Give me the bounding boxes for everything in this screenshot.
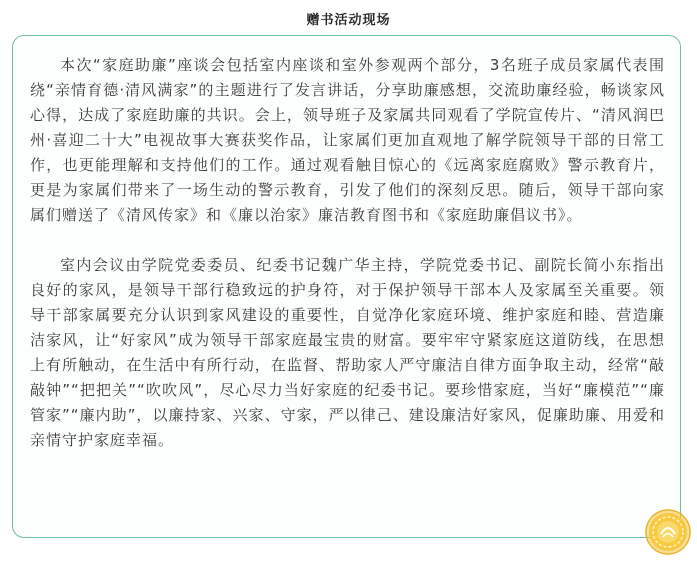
- article-frame: [12, 35, 681, 538]
- golden-emblem-icon[interactable]: [644, 508, 692, 556]
- paragraph-2: 室内会议由学院党委委员、纪委书记魏广华主持，学院党委书记、副院长简小东指出良好的家风，是领导干部行稳致远的护身符，对于保护领导干部本人及家属至关重要。领导干部家属要充分认识到家风建设的重要性，自觉净化家庭环境、维护家庭和睦、营造廉洁家风，让“好家风”成为领导干部家庭最宝贵的财富。要牢牢守紧家庭这道防线，在思想上有所触动，在生活中有所行动，在监督、帮助家人严守廉洁自律方面争取主动，经常“敲敲钟”“把把关”“吹吹风”，尽心尽力当好家庭的纪委书记。要珍惜家庭，当好“廉模范”“廉管家”“廉内助”，以廉持家、兴家、守家，严以律己、建设廉洁好家风，促廉助廉、用爱和亲情守护家庭幸福。: [30, 256, 665, 449]
- paragraph-1: 本次“家庭助廉”座谈会包括室内座谈和室外参观两个部分，3名班子成员家属代表围绕“亲情育德·清风满家”的主题进行了发言讲话，分享助廉感想，交流助廉经验，畅谈家风心得，达成了家庭助廉的共识。会上，领导班子及家属共同观看了学院宣传片、“清风润巴州·喜迎二十大”电视故事大赛获奖作品，让家属们更加直观地了解学院领导干部的日常工作，也更能理解和支持他们的工作。通过观看触目惊心的《远离家庭腐败》警示教育片，更是为家属们带来了一场生动的警示教育，引发了他们的深刻反思。随后，领导干部向家属们赠送了《清风传家》和《廉以治家》廉洁教育图书和《家庭助廉倡议书》。: [30, 56, 665, 224]
- article-body: [30, 53, 665, 453]
- image-caption: 赠书活动现场: [306, 13, 391, 28]
